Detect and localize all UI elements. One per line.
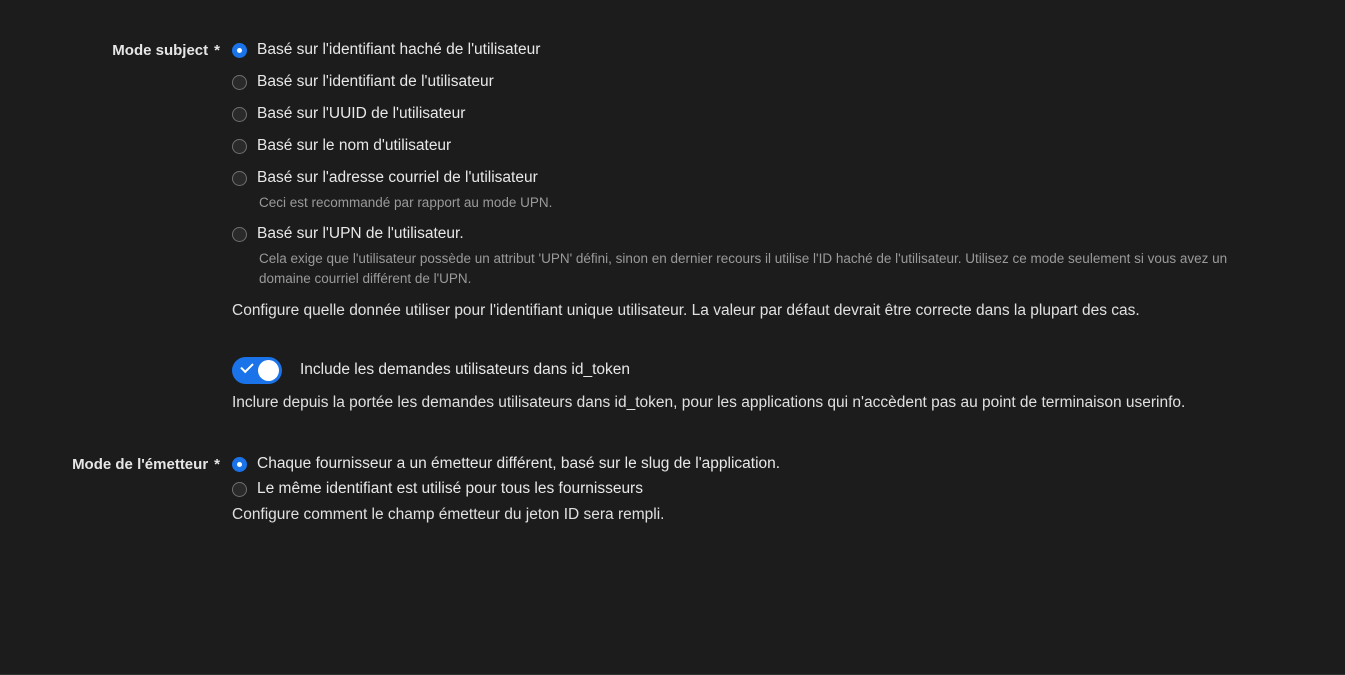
subject-mode-options — [232, 40, 1345, 454]
radio-label: Basé sur l'UPN de l'utilisateur. — [257, 225, 464, 243]
issuer-mode-description: Configure comment le champ émetteur du jeton ID sera rempli. — [232, 506, 665, 523]
required-marker: * — [214, 456, 220, 474]
check-icon — [240, 359, 253, 372]
radio-indicator[interactable] — [232, 43, 247, 58]
include-claims-description: Inclure depuis la portée les demandes utilisateurs dans id_token, pour les applications qui n'accèdent pas au point de terminaison userinfo. — [232, 393, 1186, 411]
radio-subject-upn[interactable] — [232, 224, 1305, 245]
radio-label: Le même identifiant est utilisé pour tous les fournisseurs — [257, 480, 643, 498]
spacer — [232, 414, 1305, 454]
radio-help-email: Ceci est recommandé par rapport au mode UPN. — [259, 194, 553, 210]
radio-subject-hashed-user-id[interactable] — [232, 40, 1305, 61]
issuer-mode-label-text: Mode de l'émetteur — [72, 456, 209, 474]
include-claims-label: Include les demandes utilisateurs dans id_token — [300, 361, 631, 379]
issuer-mode-label — [0, 454, 232, 475]
subject-mode-label-text: Mode subject — [112, 42, 209, 59]
radio-indicator[interactable] — [232, 457, 247, 472]
required-marker: * — [214, 42, 220, 59]
field-issuer-mode — [0, 454, 1345, 526]
subject-mode-label — [0, 40, 232, 61]
radio-issuer-per-provider[interactable] — [232, 454, 1305, 475]
field-include-claims[interactable] — [232, 357, 1305, 384]
radio-subject-username[interactable] — [232, 136, 1305, 157]
radio-indicator[interactable] — [232, 482, 247, 497]
radio-label: Chaque fournisseur a un émetteur différent, basé sur le slug de l'application. — [257, 455, 781, 473]
radio-subject-email[interactable] — [232, 168, 1305, 189]
radio-indicator[interactable] — [232, 227, 247, 242]
radio-label: Basé sur l'identifiant de l'utilisateur — [257, 72, 494, 90]
include-claims-toggle[interactable] — [232, 357, 282, 384]
radio-label: Basé sur l'adresse courriel de l'utilisateur — [257, 168, 538, 186]
radio-indicator[interactable] — [232, 139, 247, 154]
radio-subject-user-uuid[interactable] — [232, 104, 1305, 125]
radio-indicator[interactable] — [232, 107, 247, 122]
subject-mode-description: Configure quelle donnée utiliser pour l'identifiant unique utilisateur. La valeur par défaut devrait être correcte dans la plupart des cas. — [232, 302, 1140, 320]
toggle-knob — [258, 360, 279, 381]
radio-help-upn: Cela exige que l'utilisateur possède un attribut 'UPN' défini, sinon en dernier recours il utilise l'ID haché de l'utilisateur. Utilisez ce mode seulement si vous avez un domaine courriel différent de l'UPN. — [259, 251, 1228, 286]
radio-indicator[interactable] — [232, 171, 247, 186]
radio-label: Basé sur l'identifiant haché de l'utilisateur — [257, 41, 541, 58]
radio-label: Basé sur le nom d'utilisateur — [257, 136, 452, 154]
issuer-mode-options — [232, 454, 1345, 526]
radio-issuer-global[interactable] — [232, 479, 1305, 500]
radio-indicator[interactable] — [232, 75, 247, 90]
radio-label: Basé sur l'UUID de l'utilisateur — [257, 104, 466, 122]
radio-subject-user-id[interactable] — [232, 72, 1305, 93]
